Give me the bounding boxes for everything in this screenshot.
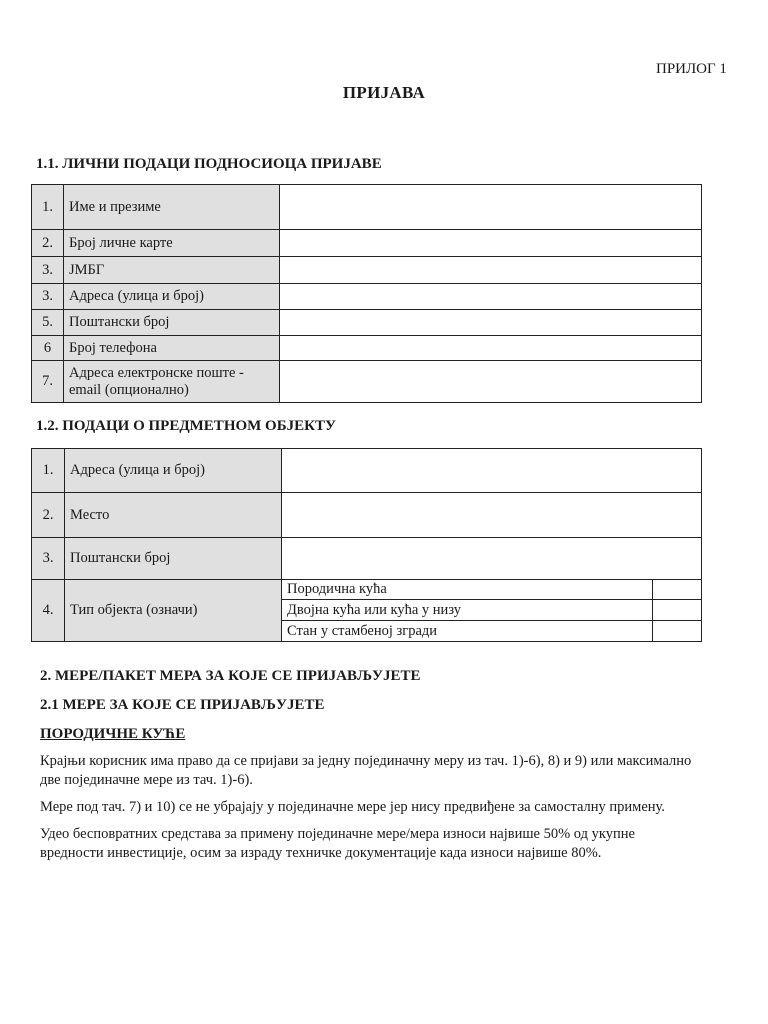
row-number: 1. [32, 449, 65, 493]
property-table [31, 448, 702, 642]
postal-code-field[interactable] [280, 310, 702, 336]
property-address-field[interactable] [282, 449, 702, 493]
option-family-house: Породична кућа [282, 580, 653, 600]
attachment-label: ПРИЛОГ 1 [656, 61, 727, 77]
row-label: Поштански број [65, 538, 282, 580]
row-number: 3. [32, 284, 64, 310]
table-row [32, 336, 702, 361]
row-label: ЈМБГ [64, 257, 280, 284]
address-field[interactable] [280, 284, 702, 310]
table-row [32, 284, 702, 310]
table-row [32, 185, 702, 230]
measures-heading: 2. МЕРЕ/ПАКЕТ МЕРА ЗА КОЈЕ СЕ ПРИЈАВЉУЈЕТЕ [40, 668, 421, 684]
row-label: Тип објекта (означи) [65, 580, 282, 642]
row-number: 5. [32, 310, 64, 336]
row-number: 6 [32, 336, 64, 361]
row-number: 3. [32, 257, 64, 284]
row-label: Адреса (улица и број) [65, 449, 282, 493]
jmbg-field[interactable] [280, 257, 702, 284]
table-row [32, 361, 702, 403]
applicant-table [31, 184, 702, 403]
measures-subheading: 2.1 МЕРЕ ЗА КОЈЕ СЕ ПРИЈАВЉУЈЕТЕ [40, 697, 325, 713]
row-label: Поштански број [64, 310, 280, 336]
row-label: Број личне карте [64, 230, 280, 257]
paragraph: Крајњи корисник има право да се пријави за једну појединачну меру из тач. 1)-6), 8) и 9) или максимално две појединачне мере из тач. 1)-6). [40, 753, 692, 788]
page-title: ПРИЈАВА [342, 83, 426, 102]
checkbox-family-house[interactable] [653, 580, 702, 600]
category-heading: ПОРОДИЧНЕ КУЋЕ [40, 726, 186, 742]
checkbox-semi-detached[interactable] [653, 600, 702, 621]
paragraph: Удео бесповратних средстава за примену појединачне мере/мера износи највише 50% од укупне вредности инвестиције, осим за израду техничке документације када износи највише 80%. [40, 826, 635, 861]
row-label: Адреса електронске поште - email (опционално) [64, 361, 280, 403]
section-2-heading: 1.2. ПОДАЦИ О ПРЕДМЕТНОМ ОБЈЕКТУ [36, 418, 337, 434]
section-1-heading: 1.1. ЛИЧНИ ПОДАЦИ ПОДНОСИОЦА ПРИЈАВЕ [36, 156, 382, 172]
table-row [32, 449, 702, 493]
table-row [32, 230, 702, 257]
row-label: Место [65, 493, 282, 538]
table-row [32, 310, 702, 336]
table-row [32, 580, 702, 600]
place-field[interactable] [282, 493, 702, 538]
row-number: 2. [32, 493, 65, 538]
row-number: 1. [32, 185, 64, 230]
option-semi-detached: Двојна кућа или кућа у низу [282, 600, 653, 621]
paragraph: Мере под тач. 7) и 10) се не убрајају у појединачне мере јер нису предвиђене за самосталну примену. [40, 799, 665, 815]
option-apartment: Стан у стамбеној згради [282, 621, 653, 642]
id-card-field[interactable] [280, 230, 702, 257]
row-label: Име и презиме [64, 185, 280, 230]
email-field[interactable] [280, 361, 702, 403]
checkbox-apartment[interactable] [653, 621, 702, 642]
row-number: 2. [32, 230, 64, 257]
table-row [32, 493, 702, 538]
row-number: 3. [32, 538, 65, 580]
table-row [32, 257, 702, 284]
table-row [32, 538, 702, 580]
row-number: 7. [32, 361, 64, 403]
row-label: Број телефона [64, 336, 280, 361]
phone-field[interactable] [280, 336, 702, 361]
row-label: Адреса (улица и број) [64, 284, 280, 310]
name-field[interactable] [280, 185, 702, 230]
property-postal-code-field[interactable] [282, 538, 702, 580]
row-number: 4. [32, 580, 65, 642]
